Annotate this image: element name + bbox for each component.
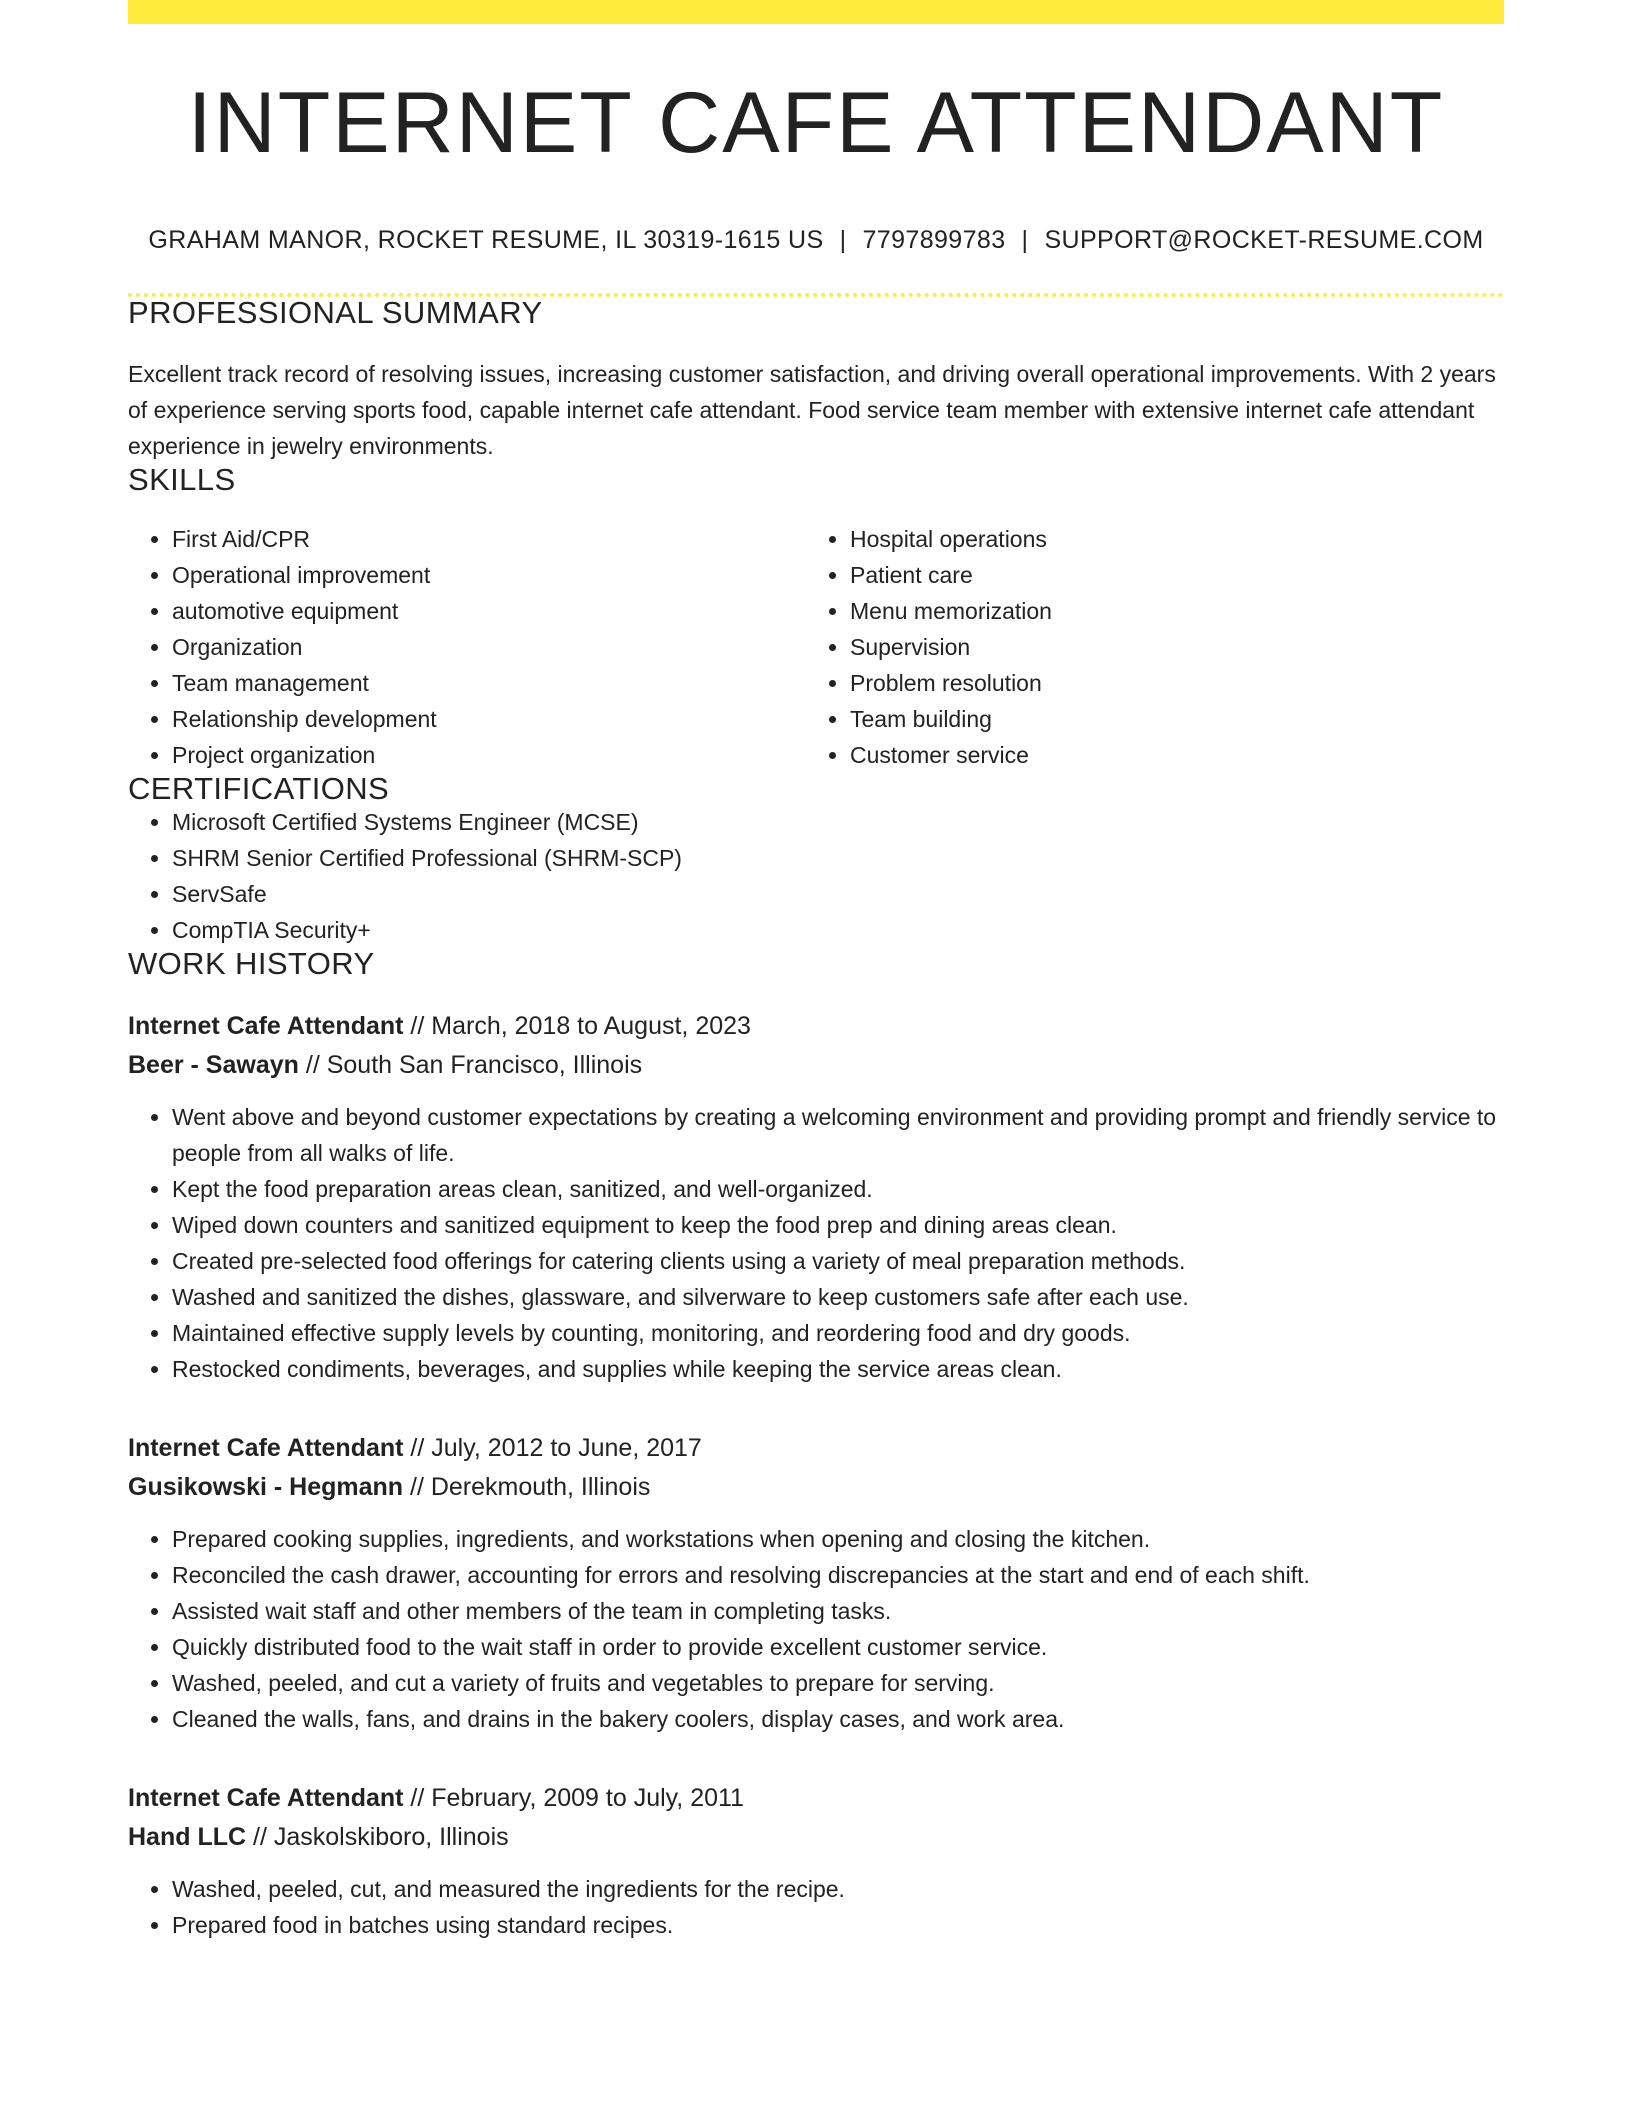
job-company: Gusikowski - Hegmann bbox=[128, 1473, 404, 1501]
job-duty: • Restocked condiments, beverages, and supplies while keeping the service areas clean. bbox=[172, 1351, 1504, 1387]
job-location: // South San Francisco, Illinois bbox=[298, 1051, 643, 1079]
job-duty: • Assisted wait staff and other members of the team in completing tasks. bbox=[172, 1593, 1504, 1629]
contact-separator: | bbox=[839, 226, 847, 254]
contact-address: GRAHAM MANOR, ROCKET RESUME, IL 30319-1615 US bbox=[148, 226, 824, 254]
job-location: // Derekmouth, Illinois bbox=[403, 1473, 651, 1501]
skill-item: • Team building bbox=[850, 701, 1484, 737]
job-company-line bbox=[128, 1818, 1504, 1857]
job-duty: • Kept the food preparation areas clean, sanitized, and well-organized. bbox=[172, 1171, 1504, 1207]
job-duties-list bbox=[128, 1871, 1504, 1943]
skill-item: • First Aid/CPR bbox=[172, 521, 806, 557]
job-duty: • Washed and sanitized the dishes, glassware, and silverware to keep customers safe after each use. bbox=[172, 1279, 1504, 1315]
certifications-list bbox=[128, 804, 1504, 948]
skill-item: • Problem resolution bbox=[850, 665, 1484, 701]
job-role: Internet Cafe Attendant bbox=[128, 1012, 404, 1040]
job-company: Hand LLC bbox=[128, 1823, 247, 1851]
job-title-line bbox=[128, 1007, 1504, 1046]
skill-item: • Relationship development bbox=[172, 701, 806, 737]
job-company: Beer - Sawayn bbox=[128, 1051, 299, 1079]
job-entry bbox=[128, 1429, 1504, 1737]
skills-right-column bbox=[806, 521, 1484, 773]
skill-item: • Patient care bbox=[850, 557, 1484, 593]
job-duty: • Quickly distributed food to the wait staff in order to provide excellent customer service. bbox=[172, 1629, 1504, 1665]
certifications-heading: CERTIFICATIONS bbox=[128, 771, 390, 806]
job-duties-list bbox=[128, 1521, 1504, 1737]
job-duty: • Went above and beyond customer expectations by creating a welcoming environment and providing prompt and friendly service to people from all walks of life. bbox=[172, 1099, 1504, 1171]
skill-item: • automotive equipment bbox=[172, 593, 806, 629]
summary-heading: PROFESSIONAL SUMMARY bbox=[128, 295, 543, 330]
skill-item: • Team management bbox=[172, 665, 806, 701]
certification-item: • CompTIA Security+ bbox=[172, 912, 1504, 948]
job-company-line bbox=[128, 1468, 1504, 1507]
job-company-line bbox=[128, 1046, 1504, 1085]
skill-item: • Customer service bbox=[850, 737, 1484, 773]
certifications-section bbox=[128, 773, 1504, 948]
skills-section bbox=[128, 464, 1504, 773]
contact-phone: 7797899783 bbox=[862, 226, 1006, 254]
job-entry bbox=[128, 1007, 1504, 1387]
summary-section bbox=[128, 297, 1504, 464]
skill-item: • Operational improvement bbox=[172, 557, 806, 593]
job-duty: • Prepared food in batches using standard recipes. bbox=[172, 1907, 1504, 1943]
work-history-section bbox=[128, 948, 1504, 1943]
job-duty: • Washed, peeled, and cut a variety of fruits and vegetables to prepare for serving. bbox=[172, 1665, 1504, 1701]
contact-line bbox=[128, 228, 1504, 253]
job-location: // Jaskolskiboro, Illinois bbox=[246, 1823, 509, 1851]
job-entry bbox=[128, 1779, 1504, 1943]
skill-item: • Organization bbox=[172, 629, 806, 665]
skill-item: • Hospital operations bbox=[850, 521, 1484, 557]
job-duty: • Reconciled the cash drawer, accounting for errors and resolving discrepancies at the start and end of each shift. bbox=[172, 1557, 1504, 1593]
summary-text: Excellent track record of resolving issues, increasing customer satisfaction, and driving overall operational improvements. With 2 years of experience serving sports food, capable internet cafe attendant. Food service team member with extensive internet cafe attendant experience in jewelry environments. bbox=[128, 361, 1496, 459]
job-duty: • Cleaned the walls, fans, and drains in the bakery coolers, display cases, and work area. bbox=[172, 1701, 1504, 1737]
resume-title: INTERNET CAFE ATTENDANT bbox=[187, 75, 1445, 171]
skill-item: • Project organization bbox=[172, 737, 806, 773]
resume-page bbox=[128, 0, 1504, 1943]
certification-item: • Microsoft Certified Systems Engineer (MCSE) bbox=[172, 804, 1504, 840]
job-dates: // February, 2009 to July, 2011 bbox=[403, 1784, 744, 1812]
contact-separator: | bbox=[1021, 226, 1029, 254]
job-duty: • Maintained effective supply levels by counting, monitoring, and reordering food and dry goods. bbox=[172, 1315, 1504, 1351]
job-title-line bbox=[128, 1779, 1504, 1818]
job-dates: // March, 2018 to August, 2023 bbox=[403, 1012, 751, 1040]
job-dates: // July, 2012 to June, 2017 bbox=[403, 1434, 702, 1462]
accent-top-bar bbox=[128, 0, 1504, 24]
job-duty: • Washed, peeled, cut, and measured the ingredients for the recipe. bbox=[172, 1871, 1504, 1907]
skill-item: • Supervision bbox=[850, 629, 1484, 665]
skill-item: • Menu memorization bbox=[850, 593, 1484, 629]
job-duty: • Wiped down counters and sanitized equipment to keep the food prep and dining areas clean. bbox=[172, 1207, 1504, 1243]
work-history-heading: WORK HISTORY bbox=[128, 946, 375, 981]
job-duty: • Prepared cooking supplies, ingredients, and workstations when opening and closing the kitchen. bbox=[172, 1521, 1504, 1557]
contact-email: SUPPORT@ROCKET-RESUME.COM bbox=[1044, 226, 1484, 254]
skills-left-column bbox=[128, 521, 806, 773]
job-title-line bbox=[128, 1429, 1504, 1468]
certification-item: • ServSafe bbox=[172, 876, 1504, 912]
job-role: Internet Cafe Attendant bbox=[128, 1434, 404, 1462]
certification-item: • SHRM Senior Certified Professional (SHRM-SCP) bbox=[172, 840, 1504, 876]
skills-heading: SKILLS bbox=[128, 462, 236, 497]
skills-columns bbox=[128, 521, 1504, 773]
job-duties-list bbox=[128, 1099, 1504, 1387]
job-duty: • Created pre-selected food offerings for catering clients using a variety of meal preparation methods. bbox=[172, 1243, 1504, 1279]
job-role: Internet Cafe Attendant bbox=[128, 1784, 404, 1812]
